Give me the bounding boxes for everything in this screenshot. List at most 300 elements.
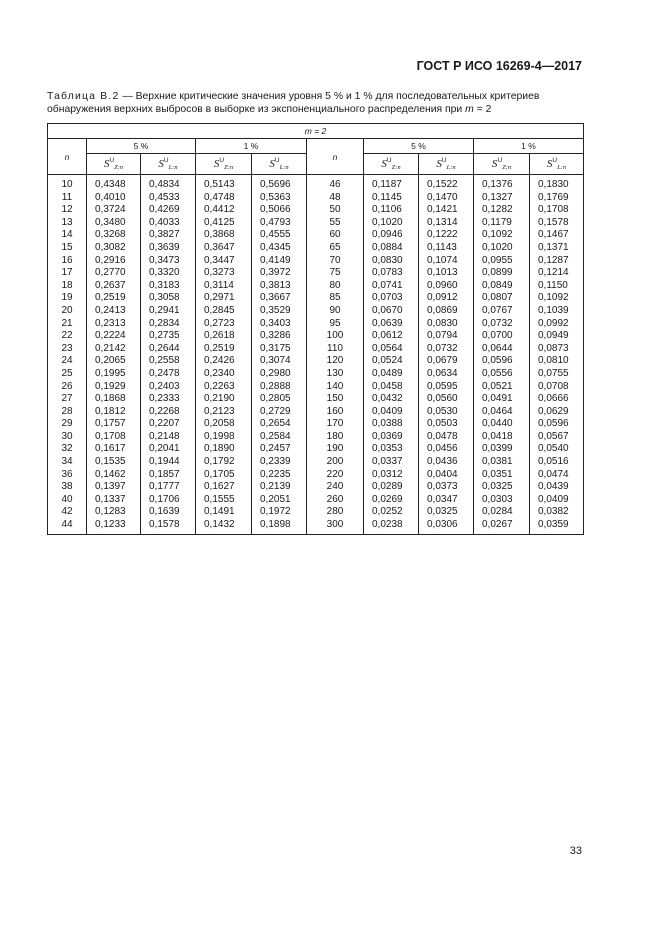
value-cell: 0,2637 — [87, 280, 141, 293]
level-5-header-left: 5 % — [87, 139, 196, 154]
value-cell: 0,4533 — [141, 192, 196, 205]
n-cell: 14 — [48, 229, 87, 242]
value-cell: 0,0432 — [364, 393, 419, 406]
value-cell: 0,0741 — [364, 280, 419, 293]
n-cell: 130 — [307, 368, 364, 381]
table-row — [48, 330, 584, 343]
value-cell: 0,2644 — [141, 343, 196, 356]
n-cell: 36 — [48, 469, 87, 482]
value-cell: 0,0478 — [419, 431, 474, 444]
value-cell: 0,2805 — [252, 393, 307, 406]
value-cell: 0,2735 — [141, 330, 196, 343]
value-cell: 0,0794 — [419, 330, 474, 343]
value-cell: 0,2268 — [141, 406, 196, 419]
value-cell: 0,0540 — [530, 443, 584, 456]
value-cell: 0,3074 — [252, 355, 307, 368]
value-cell: 0,2041 — [141, 443, 196, 456]
n-cell: 25 — [48, 368, 87, 381]
value-cell: 0,3972 — [252, 267, 307, 280]
value-cell: 0,1998 — [196, 431, 252, 444]
value-cell: 0,0516 — [530, 456, 584, 469]
value-cell: 0,1467 — [530, 229, 584, 242]
stat-z-header: $S^U_{Z:n}$ — [87, 154, 141, 175]
value-cell: 0,0810 — [530, 355, 584, 368]
value-cell: 0,2333 — [141, 393, 196, 406]
value-cell: 0,3647 — [196, 242, 252, 255]
value-cell: 0,1371 — [530, 242, 584, 255]
value-cell: 0,4010 — [87, 192, 141, 205]
value-cell: 0,3813 — [252, 280, 307, 293]
value-cell: 0,0491 — [474, 393, 530, 406]
page-number: 33 — [569, 845, 582, 857]
value-cell: 0,0252 — [364, 506, 419, 519]
table-row — [48, 406, 584, 419]
value-cell: 0,1013 — [419, 267, 474, 280]
n-cell: 50 — [307, 204, 364, 217]
table-row — [48, 481, 584, 494]
n-cell: 70 — [307, 255, 364, 268]
value-cell: 0,2340 — [196, 368, 252, 381]
stat-z-header: $S^U_{Z:n}$ — [196, 154, 252, 175]
n-cell: 190 — [307, 443, 364, 456]
value-cell: 0,2845 — [196, 305, 252, 318]
value-cell: 0,0325 — [474, 481, 530, 494]
value-cell: 0,0596 — [530, 418, 584, 431]
value-cell: 0,0612 — [364, 330, 419, 343]
value-cell: 0,0382 — [530, 506, 584, 519]
value-cell: 0,1706 — [141, 494, 196, 507]
value-cell: 0,4834 — [141, 175, 196, 192]
value-cell: 0,0679 — [419, 355, 474, 368]
value-cell: 0,1972 — [252, 506, 307, 519]
value-cell: 0,0456 — [419, 443, 474, 456]
value-cell: 0,1868 — [87, 393, 141, 406]
value-cell: 0,4125 — [196, 217, 252, 230]
table-row — [48, 217, 584, 230]
value-cell: 0,2519 — [87, 292, 141, 305]
value-cell: 0,1708 — [530, 204, 584, 217]
value-cell: 0,3529 — [252, 305, 307, 318]
value-cell: 0,1376 — [474, 175, 530, 192]
value-cell: 0,1830 — [530, 175, 584, 192]
value-cell: 0,2834 — [141, 318, 196, 331]
value-cell: 0,1535 — [87, 456, 141, 469]
value-cell: 0,1812 — [87, 406, 141, 419]
value-cell: 0,1792 — [196, 456, 252, 469]
value-cell: 0,0458 — [364, 381, 419, 394]
value-cell: 0,0524 — [364, 355, 419, 368]
n-cell: 220 — [307, 469, 364, 482]
value-cell: 0,0530 — [419, 406, 474, 419]
value-cell: 0,1092 — [530, 292, 584, 305]
value-cell: 0,0700 — [474, 330, 530, 343]
value-cell: 0,0359 — [530, 519, 584, 534]
level-5-header-right: 5 % — [364, 139, 474, 154]
value-cell: 0,1929 — [87, 381, 141, 394]
n-cell: 60 — [307, 229, 364, 242]
n-cell: 27 — [48, 393, 87, 406]
stat-l-header: $S^U_{L:n}$ — [141, 154, 196, 175]
table-row — [48, 280, 584, 293]
value-cell: 0,2190 — [196, 393, 252, 406]
value-cell: 0,2058 — [196, 418, 252, 431]
value-cell: 0,3639 — [141, 242, 196, 255]
value-cell: 0,1857 — [141, 469, 196, 482]
value-cell: 0,0783 — [364, 267, 419, 280]
value-cell: 0,2478 — [141, 368, 196, 381]
value-cell: 0,0464 — [474, 406, 530, 419]
m-header: m = 2 — [48, 124, 584, 139]
value-cell: 0,1337 — [87, 494, 141, 507]
value-cell: 0,0955 — [474, 255, 530, 268]
value-cell: 0,1143 — [419, 242, 474, 255]
n-cell: 300 — [307, 519, 364, 534]
value-cell: 0,0899 — [474, 267, 530, 280]
stat-l-header: $S^U_{L:n}$ — [252, 154, 307, 175]
value-cell: 0,1995 — [87, 368, 141, 381]
value-cell: 0,0373 — [419, 481, 474, 494]
n-cell: 75 — [307, 267, 364, 280]
value-cell: 0,0560 — [419, 393, 474, 406]
value-cell: 0,1890 — [196, 443, 252, 456]
value-cell: 0,2723 — [196, 318, 252, 331]
n-cell: 110 — [307, 343, 364, 356]
value-cell: 0,1617 — [87, 443, 141, 456]
value-cell: 0,0634 — [419, 368, 474, 381]
value-cell: 0,1314 — [419, 217, 474, 230]
n-cell: 95 — [307, 318, 364, 331]
value-cell: 0,0409 — [530, 494, 584, 507]
n-cell: 29 — [48, 418, 87, 431]
caption-text: — Верхние критические значения уровня 5 % и 1 % для последовательных критериев обнаружения верхних выбросов в выборке из экспоненциального распределения при — [47, 91, 540, 115]
value-cell: 0,0767 — [474, 305, 530, 318]
value-cell: 0,0325 — [419, 506, 474, 519]
value-cell: 0,2980 — [252, 368, 307, 381]
value-cell: 0,4149 — [252, 255, 307, 268]
caption-tail: = 2 — [473, 104, 492, 115]
value-cell: 0,0732 — [419, 343, 474, 356]
value-cell: 0,0629 — [530, 406, 584, 419]
value-cell: 0,3868 — [196, 229, 252, 242]
value-cell: 0,0946 — [364, 229, 419, 242]
table-row — [48, 343, 584, 356]
stat-l-header: $S^U_{L:n}$ — [530, 154, 584, 175]
table-row — [48, 431, 584, 444]
n-cell: 44 — [48, 519, 87, 534]
value-cell: 0,2313 — [87, 318, 141, 331]
value-cell: 0,0337 — [364, 456, 419, 469]
value-cell: 0,1470 — [419, 192, 474, 205]
value-cell: 0,1627 — [196, 481, 252, 494]
table-row — [48, 204, 584, 217]
table-row — [48, 469, 584, 482]
value-cell: 0,2971 — [196, 292, 252, 305]
table-caption — [47, 90, 587, 116]
value-cell: 0,2770 — [87, 267, 141, 280]
value-cell: 0,3827 — [141, 229, 196, 242]
table-row — [48, 355, 584, 368]
value-cell: 0,1179 — [474, 217, 530, 230]
value-cell: 0,0369 — [364, 431, 419, 444]
table-row — [48, 242, 584, 255]
value-cell: 0,0267 — [474, 519, 530, 534]
value-cell: 0,0884 — [364, 242, 419, 255]
n-cell: 160 — [307, 406, 364, 419]
value-cell: 0,2426 — [196, 355, 252, 368]
n-cell: 22 — [48, 330, 87, 343]
value-cell: 0,4748 — [196, 192, 252, 205]
n-cell: 100 — [307, 330, 364, 343]
value-cell: 0,3667 — [252, 292, 307, 305]
value-cell: 0,2519 — [196, 343, 252, 356]
n-cell: 42 — [48, 506, 87, 519]
value-cell: 0,0436 — [419, 456, 474, 469]
n-cell: 20 — [48, 305, 87, 318]
value-cell: 0,1777 — [141, 481, 196, 494]
value-cell: 0,0595 — [419, 381, 474, 394]
value-cell: 0,0949 — [530, 330, 584, 343]
value-cell: 0,3724 — [87, 204, 141, 217]
value-cell: 0,4033 — [141, 217, 196, 230]
value-cell: 0,0755 — [530, 368, 584, 381]
value-cell: 0,3268 — [87, 229, 141, 242]
value-cell: 0,2263 — [196, 381, 252, 394]
value-cell: 0,0388 — [364, 418, 419, 431]
value-cell: 0,0418 — [474, 431, 530, 444]
value-cell: 0,0960 — [419, 280, 474, 293]
value-cell: 0,0289 — [364, 481, 419, 494]
value-cell: 0,3183 — [141, 280, 196, 293]
value-cell: 0,2065 — [87, 355, 141, 368]
table-row — [48, 368, 584, 381]
value-cell: 0,0869 — [419, 305, 474, 318]
value-cell: 0,0399 — [474, 443, 530, 456]
value-cell: 0,1074 — [419, 255, 474, 268]
standard-designation: ГОСТ Р ИСО 16269-4—2017 — [416, 59, 582, 73]
n-cell: 32 — [48, 443, 87, 456]
table-row — [48, 443, 584, 456]
value-cell: 0,5066 — [252, 204, 307, 217]
value-cell: 0,0381 — [474, 456, 530, 469]
value-cell: 0,3082 — [87, 242, 141, 255]
value-cell: 0,4793 — [252, 217, 307, 230]
value-cell: 0,0564 — [364, 343, 419, 356]
value-cell: 0,2729 — [252, 406, 307, 419]
value-cell: 0,1282 — [474, 204, 530, 217]
value-cell: 0,1639 — [141, 506, 196, 519]
n-cell: 12 — [48, 204, 87, 217]
value-cell: 0,2207 — [141, 418, 196, 431]
value-cell: 0,1214 — [530, 267, 584, 280]
n-cell: 11 — [48, 192, 87, 205]
n-cell: 170 — [307, 418, 364, 431]
value-cell: 0,1555 — [196, 494, 252, 507]
n-cell: 40 — [48, 494, 87, 507]
value-cell: 0,0303 — [474, 494, 530, 507]
value-cell: 0,0830 — [419, 318, 474, 331]
n-cell: 180 — [307, 431, 364, 444]
table-row — [48, 318, 584, 331]
value-cell: 0,0596 — [474, 355, 530, 368]
value-cell: 0,2139 — [252, 481, 307, 494]
value-cell: 0,0439 — [530, 481, 584, 494]
table-row — [48, 292, 584, 305]
value-cell: 0,0312 — [364, 469, 419, 482]
n-cell: 17 — [48, 267, 87, 280]
value-cell: 0,0238 — [364, 519, 419, 534]
table-row — [48, 418, 584, 431]
value-cell: 0,1287 — [530, 255, 584, 268]
table-row — [48, 456, 584, 469]
value-cell: 0,1222 — [419, 229, 474, 242]
table-row — [48, 267, 584, 280]
n-cell: 85 — [307, 292, 364, 305]
value-cell: 0,4412 — [196, 204, 252, 217]
value-cell: 0,1327 — [474, 192, 530, 205]
table-row — [48, 192, 584, 205]
value-cell: 0,1705 — [196, 469, 252, 482]
n-cell: 48 — [307, 192, 364, 205]
value-cell: 0,0351 — [474, 469, 530, 482]
caption-m: m — [465, 104, 474, 115]
value-cell: 0,1898 — [252, 519, 307, 534]
caption-lead: Таблица В.2 — [47, 91, 120, 102]
value-cell: 0,1283 — [87, 506, 141, 519]
value-cell: 0,0347 — [419, 494, 474, 507]
value-cell: 0,2051 — [252, 494, 307, 507]
n-cell: 260 — [307, 494, 364, 507]
value-cell: 0,2224 — [87, 330, 141, 343]
n-cell: 26 — [48, 381, 87, 394]
value-cell: 0,0732 — [474, 318, 530, 331]
n-cell: 200 — [307, 456, 364, 469]
value-cell: 0,0489 — [364, 368, 419, 381]
value-cell: 0,0992 — [530, 318, 584, 331]
value-cell: 0,2457 — [252, 443, 307, 456]
n-cell: 65 — [307, 242, 364, 255]
value-cell: 0,5143 — [196, 175, 252, 192]
table-row — [48, 229, 584, 242]
n-cell: 120 — [307, 355, 364, 368]
value-cell: 0,3473 — [141, 255, 196, 268]
n-cell: 90 — [307, 305, 364, 318]
n-cell: 19 — [48, 292, 87, 305]
n-cell: 21 — [48, 318, 87, 331]
n-cell: 28 — [48, 406, 87, 419]
value-cell: 0,0644 — [474, 343, 530, 356]
n-cell: 30 — [48, 431, 87, 444]
n-cell: 80 — [307, 280, 364, 293]
value-cell: 0,0404 — [419, 469, 474, 482]
value-cell: 0,0409 — [364, 406, 419, 419]
value-cell: 0,1944 — [141, 456, 196, 469]
level-1-header-left: 1 % — [196, 139, 307, 154]
value-cell: 0,2941 — [141, 305, 196, 318]
value-cell: 0,0703 — [364, 292, 419, 305]
value-cell: 0,1106 — [364, 204, 419, 217]
value-cell: 0,1757 — [87, 418, 141, 431]
n-cell: 150 — [307, 393, 364, 406]
value-cell: 0,1020 — [474, 242, 530, 255]
n-cell: 23 — [48, 343, 87, 356]
value-cell: 0,3114 — [196, 280, 252, 293]
value-cell: 0,2235 — [252, 469, 307, 482]
table-row — [48, 381, 584, 394]
table-body — [48, 175, 584, 535]
n-cell: 13 — [48, 217, 87, 230]
value-cell: 0,4345 — [252, 242, 307, 255]
value-cell: 0,2916 — [87, 255, 141, 268]
value-cell: 0,3058 — [141, 292, 196, 305]
value-cell: 0,2888 — [252, 381, 307, 394]
n-cell: 280 — [307, 506, 364, 519]
value-cell: 0,2148 — [141, 431, 196, 444]
value-cell: 0,1432 — [196, 519, 252, 534]
table-row — [48, 494, 584, 507]
value-cell: 0,3447 — [196, 255, 252, 268]
value-cell: 0,0670 — [364, 305, 419, 318]
value-cell: 0,1421 — [419, 204, 474, 217]
value-cell: 0,2654 — [252, 418, 307, 431]
value-cell: 0,0873 — [530, 343, 584, 356]
value-cell: 0,0521 — [474, 381, 530, 394]
critical-values-table — [47, 123, 584, 535]
value-cell: 0,1522 — [419, 175, 474, 192]
n-cell: 34 — [48, 456, 87, 469]
table-row — [48, 393, 584, 406]
stat-z-header: $S^U_{Z:n}$ — [474, 154, 530, 175]
n-cell: 38 — [48, 481, 87, 494]
value-cell: 0,0556 — [474, 368, 530, 381]
value-cell: 0,5363 — [252, 192, 307, 205]
value-cell: 0,1769 — [530, 192, 584, 205]
value-cell: 0,3480 — [87, 217, 141, 230]
n-cell: 240 — [307, 481, 364, 494]
value-cell: 0,0503 — [419, 418, 474, 431]
level-1-header-right: 1 % — [474, 139, 584, 154]
n-cell: 16 — [48, 255, 87, 268]
value-cell: 0,4269 — [141, 204, 196, 217]
value-cell: 0,0353 — [364, 443, 419, 456]
value-cell: 0,0440 — [474, 418, 530, 431]
value-cell: 0,2123 — [196, 406, 252, 419]
value-cell: 0,0666 — [530, 393, 584, 406]
value-cell: 0,0567 — [530, 431, 584, 444]
value-cell: 0,1233 — [87, 519, 141, 534]
value-cell: 0,0269 — [364, 494, 419, 507]
value-cell: 0,1092 — [474, 229, 530, 242]
stat-z-header: $S^U_{Z:n}$ — [364, 154, 419, 175]
value-cell: 0,1397 — [87, 481, 141, 494]
value-cell: 0,0830 — [364, 255, 419, 268]
value-cell: 0,2339 — [252, 456, 307, 469]
value-cell: 0,5696 — [252, 175, 307, 192]
table-row — [48, 175, 584, 192]
value-cell: 0,3273 — [196, 267, 252, 280]
value-cell: 0,2142 — [87, 343, 141, 356]
n-cell: 15 — [48, 242, 87, 255]
value-cell: 0,0807 — [474, 292, 530, 305]
value-cell: 0,0284 — [474, 506, 530, 519]
value-cell: 0,2584 — [252, 431, 307, 444]
value-cell: 0,1578 — [530, 217, 584, 230]
table-row — [48, 305, 584, 318]
value-cell: 0,0474 — [530, 469, 584, 482]
value-cell: 0,1491 — [196, 506, 252, 519]
n-cell: 46 — [307, 175, 364, 192]
n-cell: 140 — [307, 381, 364, 394]
n-cell: 24 — [48, 355, 87, 368]
